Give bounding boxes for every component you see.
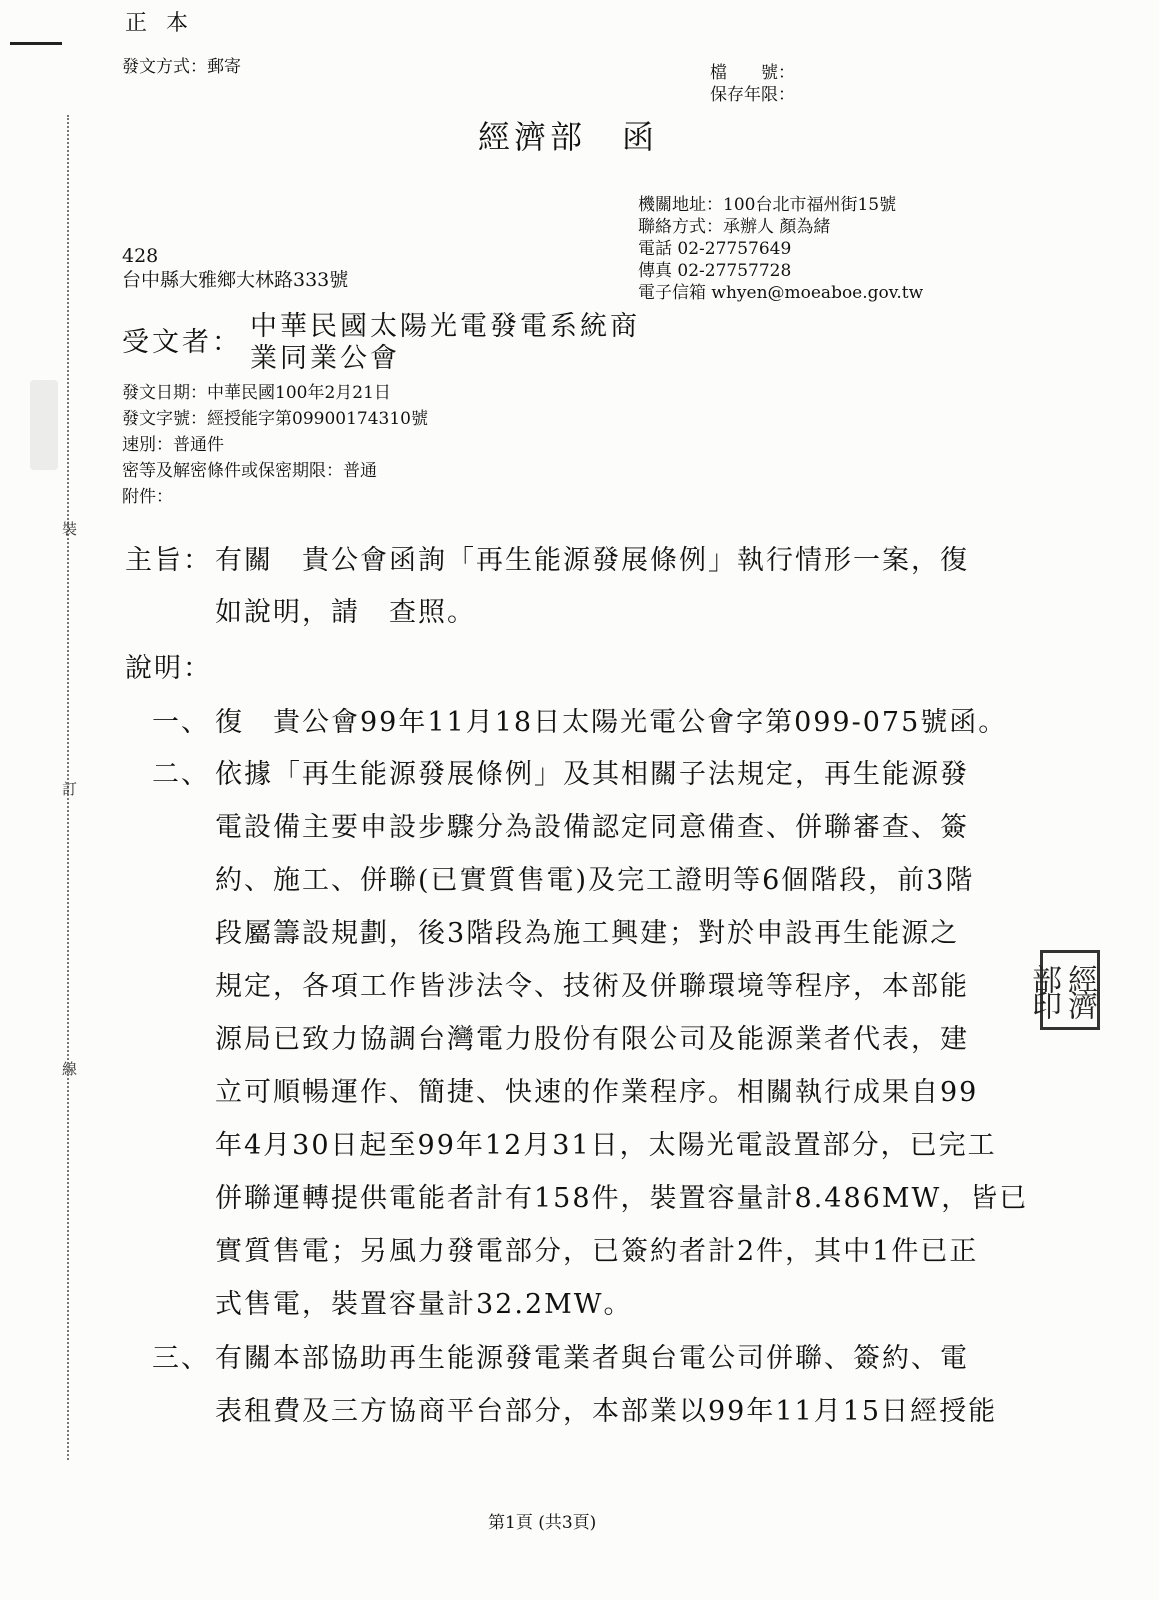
item-2-line-4: 段屬籌設規劃，後3階段為施工興建；對於申設再生能源之 [215,918,960,949]
explanation-label: 說明： [125,653,212,684]
item-2-line-3: 約、施工、併聯(已實質售電)及完工證明等6個階段，前3階 [215,865,975,896]
item-1-number: 一、 [152,707,210,738]
item-3-line-2: 表租費及三方協商平台部分，本部業以99年11月15日經授能 [215,1396,998,1427]
item-2-line-10: 實質售電；另風力發電部分，已簽約者計2件，其中1件已正 [215,1236,979,1267]
binding-mark-zhuang: 裝 [62,520,78,538]
send-method: 發文方式：郵寄 [122,57,241,77]
subject-line-1: 有關 貴公會函詢「再生能源發展條例」執行情形一案，復 [215,545,969,576]
item-2-line-8: 年4月30日起至99年12月31日，太陽光電設置部分，已完工 [215,1130,997,1161]
confidentiality: 密等及解密條件或保密期限：普通 [122,461,377,481]
attachments: 附件： [122,487,173,507]
item-2-line-1: 依據「再生能源發展條例」及其相關子法規定，再生能源發 [215,759,969,790]
subject-line-2: 如說明，請 查照。 [215,597,476,628]
recipient-address: 台中縣大雅鄉大林路333號 [122,269,349,291]
document-title: 經濟部 函 [478,118,659,156]
binding-mark-ding: 訂 [62,780,78,798]
item-2-line-11: 式售電，裝置容量計32.2MW。 [215,1289,633,1320]
agency-phone: 電話 02-27757649 [638,239,792,259]
agency-email: 電子信箱 whyen@moeaboe.gov.tw [638,283,924,303]
urgency: 速別：普通件 [122,435,224,455]
recipient-line-1: 中華民國太陽光電發電系統商 [250,311,640,342]
scan-smudge [30,380,58,470]
file-number-label: 檔 號： [710,63,795,83]
item-2-line-6: 源局已致力協調台灣電力股份有限公司及能源業者代表，建 [215,1024,969,1055]
copy-type: 正 本 [125,11,194,36]
item-2-line-2: 電設備主要申設步驟分為設備認定同意備查、併聯審查、簽 [215,812,969,843]
recipient-postcode: 428 [122,245,159,267]
item-2-line-5: 規定，各項工作皆涉法令、技術及併聯環境等程序，本部能 [215,971,969,1002]
page-footer: 第1頁 (共3頁) [488,1513,597,1533]
binding-mark-xian: 線 [62,1060,78,1078]
agency-contact: 聯絡方式：承辦人 顏為緒 [638,217,831,237]
recipient-line-2: 業同業公會 [250,343,400,374]
item-3-number: 三、 [152,1343,210,1374]
item-2-line-7: 立可順暢運作、簡捷、快速的作業程序。相關執行成果自99 [215,1077,979,1108]
item-2-line-9: 併聯運轉提供電能者計有158件，裝置容量計8.486MW，皆已 [215,1183,1029,1214]
issue-date: 發文日期：中華民國100年2月21日 [122,383,391,403]
official-seal: 經濟部印 [1040,950,1100,1030]
retention-label: 保存年限： [710,85,795,105]
agency-address: 機關地址：100台北市福州街15號 [638,195,897,215]
item-3-line-1: 有關本部協助再生能源發電業者與台電公司併聯、簽約、電 [215,1343,969,1374]
top-margin-mark [10,42,62,45]
item-2-number: 二、 [152,759,210,790]
document-number: 發文字號：經授能字第09900174310號 [122,409,428,429]
recipient-label: 受文者： [122,327,242,358]
subject-label: 主旨： [125,545,212,576]
agency-fax: 傳真 02-27757728 [638,261,792,281]
item-1-line-1: 復 貴公會99年11月18日太陽光電公會字第099-075號函。 [215,707,1008,738]
